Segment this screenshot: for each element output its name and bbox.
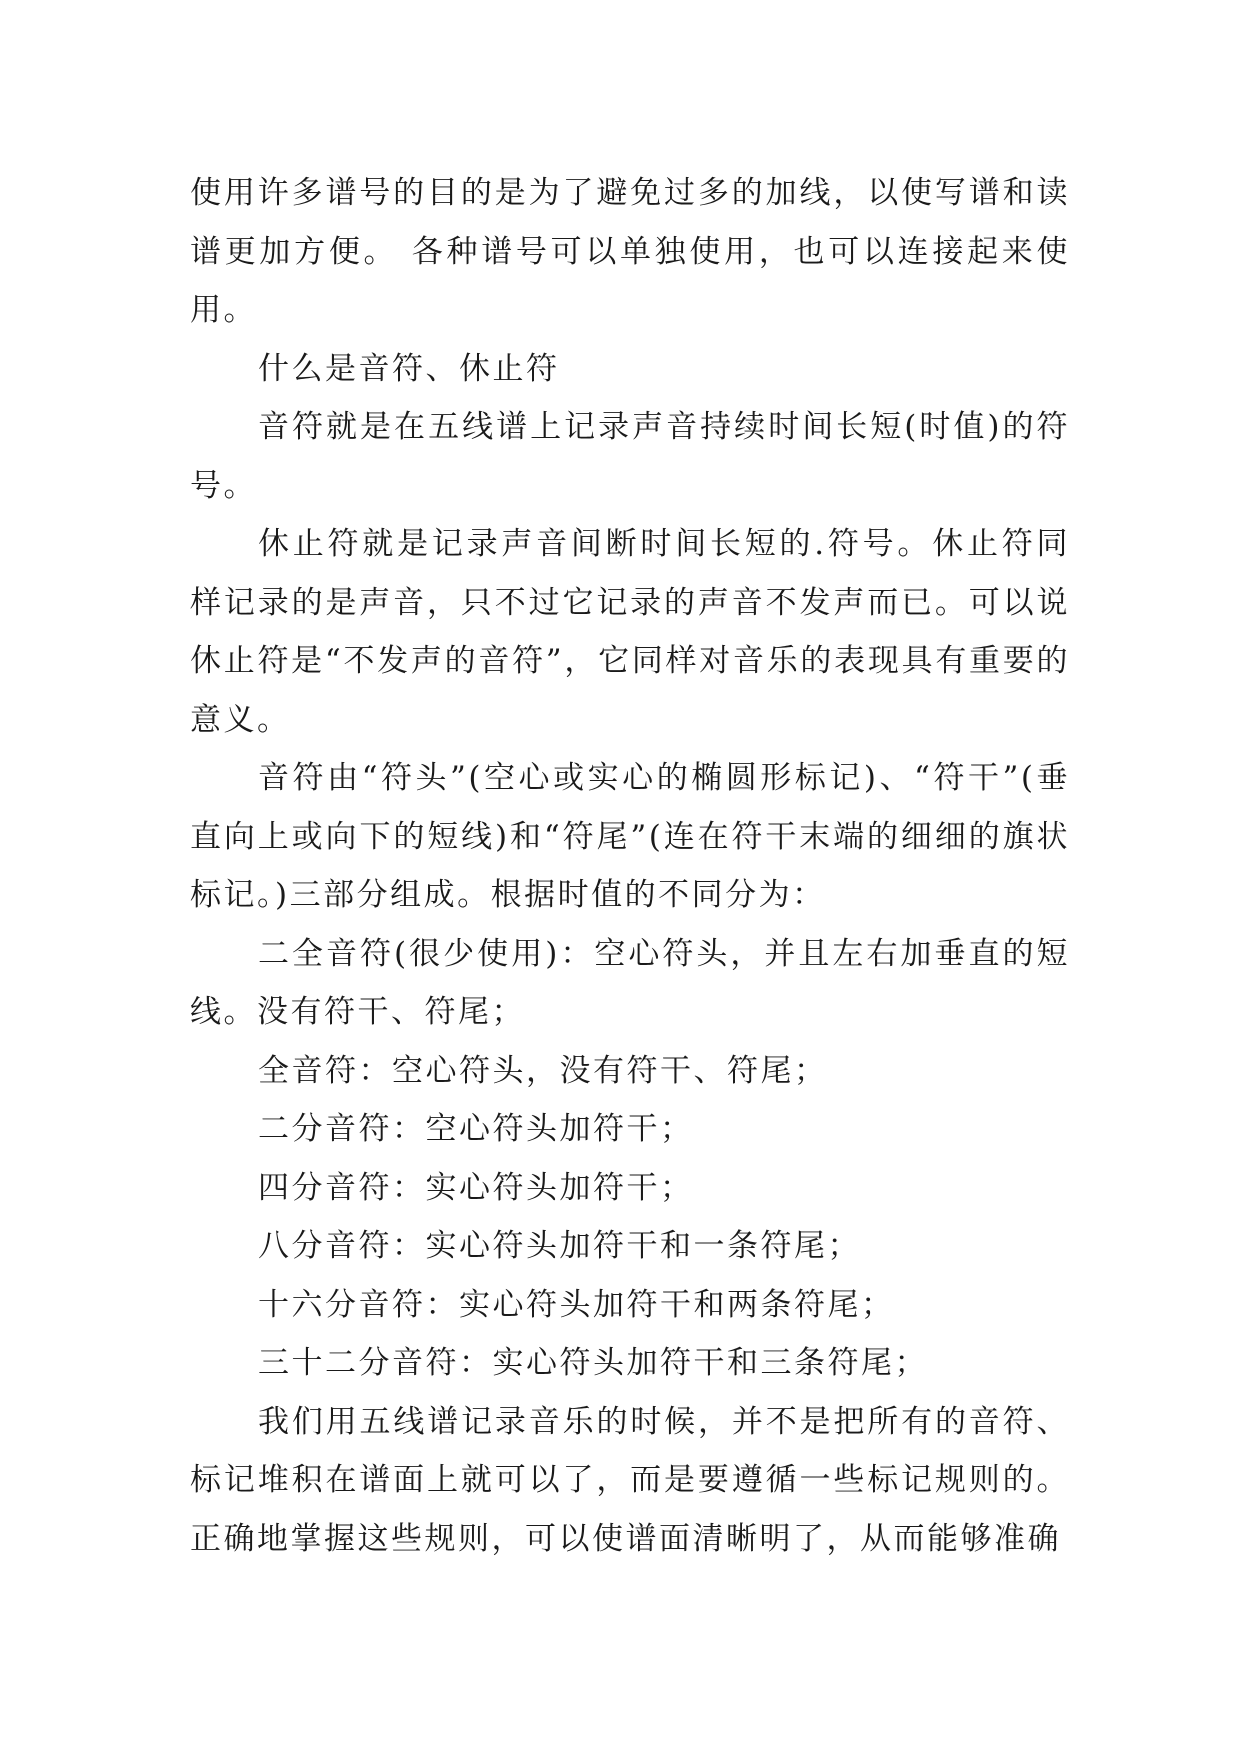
paragraph-breve: 二全音符(很少使用)：空心符头，并且左右加垂直的短线。没有符干、符尾； (190, 935, 1070, 1030)
paragraph-eighth-note: 八分音符：实心符头加符干和一条符尾； (258, 1228, 861, 1264)
paragraph-note-parts: 音符由“符头”(空心或实心的椭圆形标记)、“符干”(垂直向上或向下的短线)和“符尾”(连在符干末端的细细的旗状标记。)三部分组成。根据时值的不同分为： (190, 760, 1070, 913)
paragraph-note-definition: 音符就是在五线谱上记录声音持续时间长短(时值)的符号。 (190, 409, 1070, 504)
paragraph-quarter-note: 四分音符：实心符头加符干； (258, 1169, 694, 1206)
paragraph-half-note: 二分音符：空心符头加符干； (258, 1111, 694, 1147)
paragraph-rest-definition: 休止符就是记录声音间断时间长短的.符号。休止符同样记录的是声音，只不过它记录的声音不发声而已。可以说休止符是“不发声的音符”，它同样对音乐的表现具有重要的意义。 (190, 526, 1070, 738)
paragraph-sixteenth-note: 十六分音符：实心符头加符干和两条符尾； (258, 1286, 895, 1323)
paragraph-heading-notes-rests: 什么是音符、休止符 (258, 350, 560, 387)
document-body (190, 164, 1070, 1568)
paragraph-thirty-second-note: 三十二分音符：实心符头加符干和三条符尾； (258, 1345, 928, 1381)
paragraph-notation-rules: 我们用五线谱记录音乐的时候，并不是把所有的音符、标记堆积在谱面上就可以了，而是要遵循一些标记规则的。正确地掌握这些规则，可以使谱面清晰明了，从而能够准确 (190, 1403, 1070, 1557)
paragraph-whole-note: 全音符：空心符头，没有符干、符尾； (258, 1052, 828, 1089)
paragraph-clef-purpose: 使用许多谱号的目的是为了避免过多的加线，以使写谱和读谱更加方便。 各种谱号可以单独使用，也可以连接起来使用。 (190, 175, 1070, 328)
